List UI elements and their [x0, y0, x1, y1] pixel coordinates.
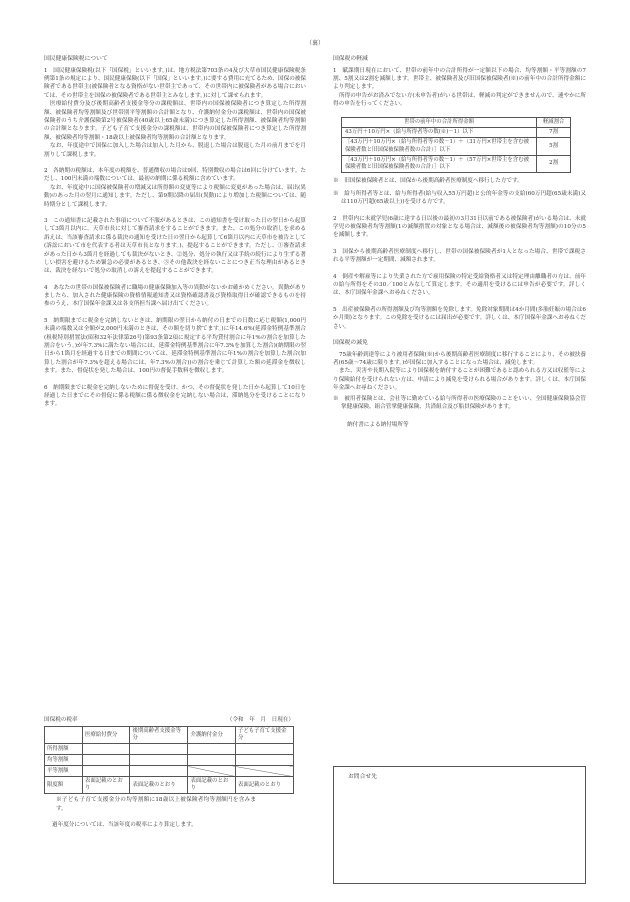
genmen-title: 国保税の減免 — [333, 339, 368, 346]
tax-cell — [83, 755, 130, 766]
numbered-item — [44, 67, 306, 159]
numbered-item — [333, 273, 586, 298]
tax-rate-table — [44, 726, 294, 794]
left-items — [44, 67, 306, 409]
right-items — [333, 67, 586, 109]
item-paragraph: 1 賦課期日現在において、世帯の前年中の合計所得が一定額以下の場合、均等割額・平等割額の7割、5割又は2割を減額します。世帯主、被保険者及び旧国保被保険者(※)の前年中の合計所得金額により判定します。 — [333, 67, 586, 91]
item-paragraph: 4 あなたの世帯の国保被保険者に職場の健康保険加入等の異動がないかお確かめください。異動がありましたら、加入された健康保険の資格情報通知書又は資格確認書及び資格取得日が確認できるものを持参のうえ、本庁国保年金課又は各支所担当課へ届け出てください。 — [44, 284, 306, 308]
reduction-header-rate: 軽減割合 — [537, 117, 571, 127]
inquiry-label: お問合せ先 — [348, 774, 377, 780]
reduction-rate: 5割 — [537, 138, 571, 156]
reduction-row — [342, 127, 571, 137]
genmen-para: 75歳年齢到達等により被用者保険(※)から後期高齢者医療制度に移行することにより、その被扶養者(65歳～74歳に限ります。)が国保に加入することになった場合は、減免します。 — [333, 351, 586, 366]
tax-row-shotoku — [45, 744, 294, 755]
prior-year-note: 過年度分については、当該年度の税率により算定します。 — [52, 822, 197, 829]
item-paragraph: 3 国保から後期高齢者医療制度へ移行し、世帯の国保被保険者が1人となった場合、世帯で課税される平等割額が一定期間、減額されます。 — [333, 248, 586, 264]
item-paragraph: 2 世帯内に未就学児(6歳に達する日以後の最初の3月31日以前である被保険者)がいる場合は、未就学児の被保険者均等割額(1の減額措置の対象となる場合は、減額後の被保険者均等割額)の10分の5を減額します。 — [333, 215, 586, 239]
reduction-table-header — [342, 117, 571, 127]
tax-cell — [235, 755, 293, 766]
tax-col-kaigo: 介護納付金分 — [188, 727, 235, 744]
tax-row-kinto — [45, 755, 294, 766]
tax-cell-na — [188, 766, 235, 777]
payment-location-line: 納付書による納付場所等 — [347, 422, 409, 429]
tax-row-label: 均等割額 — [45, 755, 83, 766]
genmen-para: また、災害や長期入院等により国保税を納付することが困難であると認められる方又は収監等により保険給付を受けられない方は、申請により減免を受けられる場合があります。詳しくは、本庁国保年金課へお尋ねください。 — [333, 368, 586, 392]
tax-cell — [83, 766, 130, 777]
tax-rate-date: （令和 年 月 日現在） — [226, 717, 294, 723]
numbered-item — [333, 67, 586, 109]
reduction-table — [341, 117, 571, 174]
item-paragraph: 3 この通知書に記載された事項について不服があるときは、この通知書を受け取った日の翌日から起算して3箇月以内に、天草市長に対して審査請求をすることができます。また、この処分の取消しを求める訴えは、当該審査請求に係る裁決の通知を受けた日の翌日から起算して6箇月以内に天草市を被告として(訴訟において市を代表する者は天草市長となります。)、提起することができます。ただし、①審査請求があった日から3箇月を経過しても裁決がないとき、②処分、処分の執行又は手続の続行により生ずる著しい損害を避けるため緊急の必要があるとき、③その他裁決を経ないことにつき正当な理由があるときは、裁決を経ないで処分の取消しの訴えを提起することができます。 — [44, 217, 306, 275]
tax-row-label: 所得割額 — [45, 744, 83, 755]
reduction-rate: 7割 — [537, 127, 571, 137]
reduction-rate: 2割 — [537, 155, 571, 173]
item-paragraph: なお、年度途中に国保被保険者の増減又は所得額の変更等により税額に変更があった場合は、届出(異動)のあった月の翌月に通知します。ただし、第9期以降の届出(異動)により増加した税額については、随時期分として課税します。 — [44, 184, 306, 208]
tax-row-label: 平等割額 — [45, 766, 83, 777]
tax-rate-footnote: ※子ども子育て支援金分の均等割額に18歳以上被保険者均等割額円を含みます。 — [56, 797, 256, 812]
tax-col-kodomo: 子ども子育て支援金分 — [235, 727, 293, 744]
item-paragraph: 2 各納期の税額は、本年度の税額を、普通徴収の場合は9回、特別徴収の場合は6回に分けています。ただし、100円未満の端数については、最初の納期に係る税額に含めています。 — [44, 167, 306, 183]
left-section-title: 国民健康保険税について — [44, 56, 108, 62]
tax-gendo-cell: 表面記載のとおり — [235, 777, 293, 794]
numbered-item — [44, 217, 306, 276]
numbered-item — [44, 384, 306, 409]
tax-rate-section — [44, 716, 306, 830]
right-section-title: 国保税の軽減 — [333, 56, 368, 62]
tax-cell — [188, 744, 235, 755]
item-paragraph: 6 納期限までに税金を完納しないために督促を受け、かつ、その督促状を発した日から起算して10日を経過した日までにその督促に係る税額に係る徴収金を完納しない場合は、滞納処分を受けることになります。 — [44, 384, 306, 408]
reduction-header-income: 世帯の前年中の合計所得金額 — [342, 117, 537, 127]
reduction-row — [342, 138, 571, 156]
reduction-cond: 43万円＋10万円×（給与所得者等の数(※)－1）以下 — [342, 127, 537, 137]
tax-cell — [130, 766, 188, 777]
item-paragraph: 1 国民健康保険税(以下「国保税」といいます。)は、地方税法第703条の4及び大草市国民健康保険税条例第1条の規定により、国民健康保険(以下「国保」といいます。)に要する費用に充てるため、国保の被保険者である世帯主(被保険者となる資格がない世帯主であって、その世帯内に被保険者がある場合においては、その世帯主を国保の被保険者である世帯主とみなします。)に対して課せられます。 — [44, 67, 306, 99]
numbered-item — [44, 284, 306, 309]
tax-row-gendo — [45, 777, 294, 794]
tax-cell — [83, 744, 130, 755]
numbered-item — [333, 215, 586, 240]
numbered-item — [333, 248, 586, 265]
tax-rate-corner — [45, 727, 83, 744]
tax-cell — [130, 755, 188, 766]
kyuyo-note: ※ 給与所得者等とは、給与所得者(給与収入55万円超)と公的年金等の支給(60万円超(65歳未満)又は110万円超(65歳以上))を受ける方です。 — [333, 190, 586, 206]
right-items-2 — [333, 215, 586, 331]
hiyosha-note: ※ 被用者保険とは、会社等に勤めている給与所得者の医療保険のことをいい、全国健康保険協会管掌健康保険、組合管掌健康保険、共済組合及び船員保険があります。 — [333, 395, 586, 410]
inquiry-box — [333, 766, 586, 884]
tax-cell — [235, 744, 293, 755]
tax-row-label: 限度額 — [45, 777, 83, 794]
tax-gendo-cell: 表面記載のとおり — [83, 777, 130, 794]
numbered-item — [44, 317, 306, 376]
tax-rate-title: 国保税の税率 — [44, 717, 78, 723]
tax-cell-na — [235, 766, 293, 777]
page-header: （裏） — [305, 40, 324, 47]
item-paragraph: 4 倒産や解雇等により失業された方で雇用保険の特定受給資格者又は特定理由離職者の方は、前年の給与所得をその30／100とみなして算定します。その適用を受けるには申告が必要です。詳しくは、本庁国保年金課へお尋ねください。 — [333, 273, 586, 297]
right-column — [333, 55, 586, 430]
item-paragraph: 5 納期限までに税金を完納しないときは、納期限の翌日から納付の日までの日数に応じ税額(1,000円未満の端数又は全額が2,000円未満のときは、その額を切り捨てます。)に年14.6%(延滞金特例基準割合(租税特別措置法(昭和32年法律第26号)第93条第2項に規定する平均貸付割合に年1%の割合を加算した割合をいう。)が年7.3%に満たない場合には、延滞金特例基準割合に年7.3%を加算した割合)(納期限の翌日から1箇月を経過する日までの期間については、延滞金特例基準割合に年1%の割合を加算した割合(加算した割合が年7.3%を超える場合には、年7.3%の割合))の割合を乗じて計算した額の延滞金を徴収します。また、督促状を発した場合は、100円の督促手数料を徴収します。 — [44, 317, 306, 375]
item-paragraph: 医療給付費分及び後期高齢者支援金等分の課税額は、世帯内の国保被保険者につき算定した所得割額、被保険者均等割額及び世帯別平等割額の合計額となり、介護納付金分の課税額は、世帯内の国保被保険者のうち介護保険第2号被保険者(40歳以上65歳未満)につき算定した所得割額、被保険者均等割額の合計額となります。子ども子育て支援金分の課税額は、世帯内の国保被保険者につき算定した所得割額、被保険者均等割額・18歳以上被保険者均等割額の合計額となります。 — [44, 101, 306, 141]
tax-cell — [188, 755, 235, 766]
tax-cell — [130, 744, 188, 755]
tax-col-iryo: 医療給付費分 — [83, 727, 130, 744]
reduction-row — [342, 155, 571, 173]
kyu-kokuho-note: ※ 旧国保被保険者とは、国保から後期高齢者医療制度へ移行した方です。 — [333, 178, 523, 185]
tax-row-byodo — [45, 766, 294, 777]
tax-rate-header-row — [45, 727, 294, 744]
tax-col-kouki: 後期高齢者支援金等分 — [130, 727, 188, 744]
tax-gendo-cell: 表面記載のとおり — [130, 777, 188, 794]
reduction-cond: ［43万円＋10万円×（給与所得者等の数－1）＋（57万円×世帯主を含む被保険者数と旧国保被保険者数の合計）］以下 — [342, 155, 537, 173]
left-column — [44, 55, 306, 417]
numbered-item — [333, 306, 586, 331]
item-paragraph: なお、年度途中で国保に加入した場合は加入した月から、脱退した場合は脱退した月の前月までを月割りして課税します。 — [44, 143, 306, 158]
reduction-cond: ［43万円＋10万円×（給与所得者等の数－1）＋（31万円×世帯主を含む被保険者数と旧国保被保険者数の合計）］以下 — [342, 138, 537, 156]
numbered-item — [44, 167, 306, 209]
item-paragraph: 所得の申告がお済みでない方(未申告者)がいる世帯は、軽減の判定ができませんので、速やかに所得の申告を行ってください。 — [333, 92, 586, 108]
item-paragraph: 5 出産被保険者の所得割額及び均等割額を免除します。免除対象期間は4か月間(多胎妊娠の場合は6か月間)となります。この免除を受けるには届出が必要です。詳しくは、本庁国保年金課へお尋ねください。 — [333, 306, 587, 330]
tax-gendo-cell: 表面記載のとおり — [188, 777, 235, 794]
